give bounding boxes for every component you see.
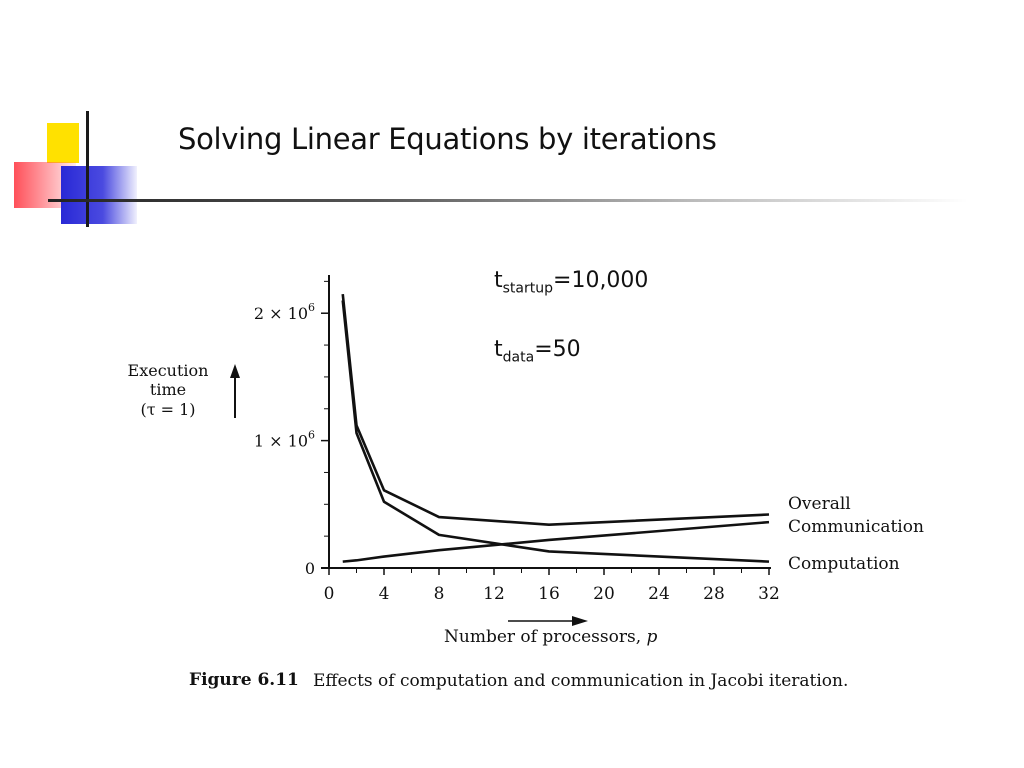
series-label-communication: Communication <box>788 517 924 537</box>
up-arrow-icon <box>230 364 240 418</box>
x-tick-label: 24 <box>648 584 670 604</box>
x-tick-label: 8 <box>433 584 445 604</box>
x-tick-label: 0 <box>323 584 335 604</box>
y-tick-label <box>254 301 315 323</box>
x-axis-label <box>444 627 658 647</box>
y-axis-label <box>128 361 209 419</box>
x-tick-label: 4 <box>378 584 390 604</box>
slide-title: Solving Linear Equations by iterations <box>178 122 717 156</box>
x-tick-label: 28 <box>703 584 725 604</box>
x-axis-label-var: p <box>646 627 658 647</box>
y-label-line-1: Execution <box>127 361 209 380</box>
x-ticks <box>324 568 780 604</box>
caption-label: Figure 6.11 <box>189 670 299 690</box>
right-arrow-icon <box>508 616 588 626</box>
series-label-computation: Computation <box>788 554 900 574</box>
series-line-overall <box>343 294 769 525</box>
x-tick-label: 12 <box>483 584 505 604</box>
series-lines <box>343 294 769 562</box>
x-tick-label: 16 <box>538 584 560 604</box>
x-tick-label: 20 <box>593 584 615 604</box>
x-tick-label: 32 <box>758 584 780 604</box>
caption-text: Effects of computation and communication in Jacobi iteration. <box>313 671 849 691</box>
series-label-overall: Overall <box>788 494 851 514</box>
series-labels <box>788 494 924 574</box>
series-line-computation <box>343 300 769 561</box>
y-label-line-3: (τ = 1) <box>140 400 196 419</box>
y-tick-base: 0 <box>304 559 315 578</box>
series-line-communication <box>343 522 769 561</box>
param-startup-base: t <box>494 268 503 293</box>
param-data-value: =50 <box>534 337 581 362</box>
y-ticks <box>254 281 329 578</box>
param-data-base: t <box>494 337 503 362</box>
y-tick-exponent: 6 <box>308 428 315 442</box>
y-tick-base: 1 × 10 <box>253 431 308 451</box>
y-label-line-2: time <box>149 380 187 399</box>
y-tick-base: 2 × 10 <box>253 304 308 324</box>
y-tick-exponent: 6 <box>308 301 315 315</box>
param-data-sub: data <box>502 349 535 366</box>
y-tick-label <box>305 559 315 578</box>
param-startup-value: =10,000 <box>553 268 649 293</box>
param-startup-sub: startup <box>502 280 554 297</box>
y-tick-label <box>254 429 315 451</box>
x-axis-label-text: Number of processors, <box>444 627 647 647</box>
